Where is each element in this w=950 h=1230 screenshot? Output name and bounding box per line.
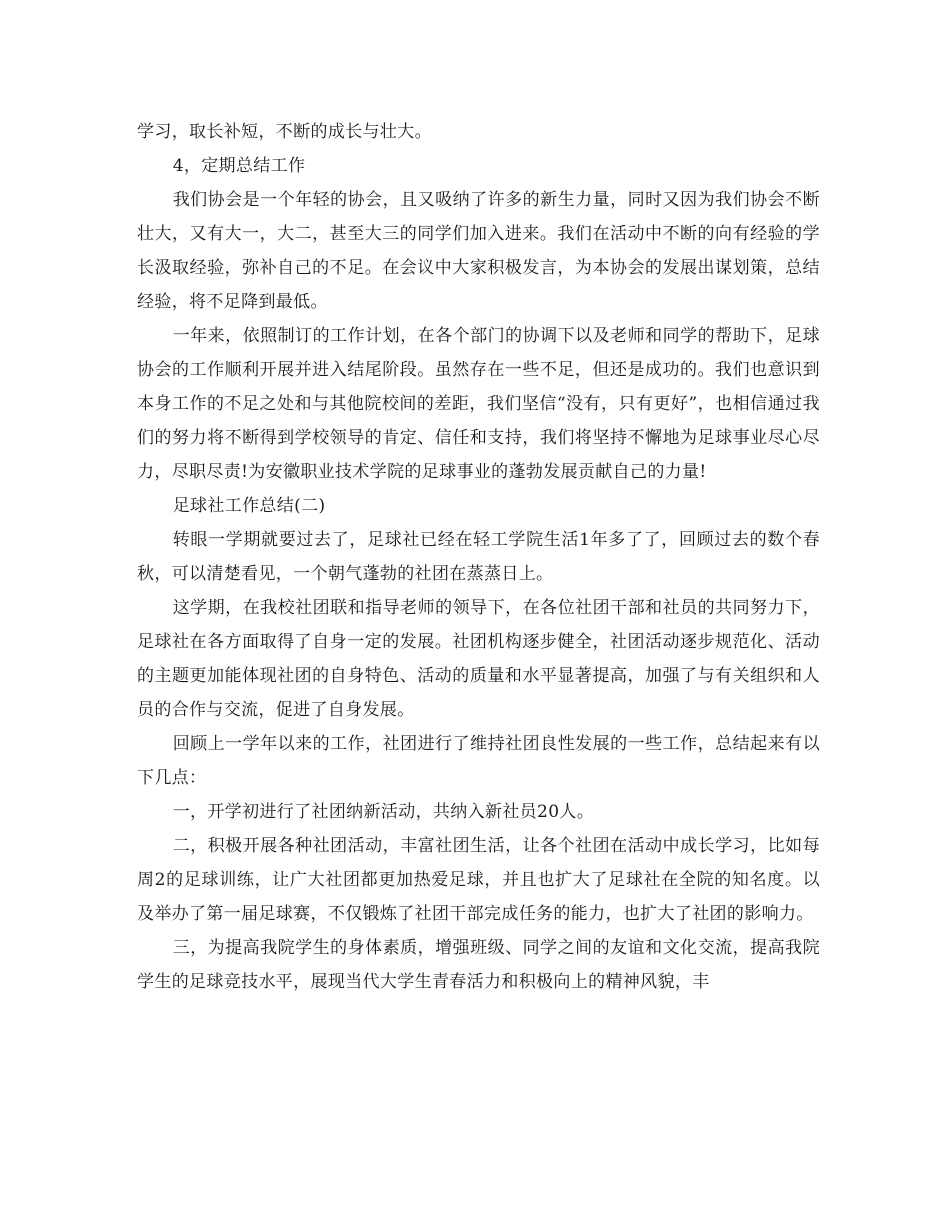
paragraph: 转眼一学期就要过去了，足球社已经在轻工学院生活1年多了了，回顾过去的数个春秋，可以清楚看见，一个朝气蓬勃的社团在蒸蒸日上。 [137,530,820,584]
paragraph: 学习，取长补短，不断的成长与壮大。 [137,122,432,142]
paragraph: 这学期，在我校社团联和指导老师的领导下，在各位社团干部和社员的共同努力下，足球社在各方面取得了自身一定的发展。社团机构逐步健全，社团活动逐步规范化、活动的主题更加能体现社团的自身特色、活动的质量和水平显著提高，加强了与有关组织和人员的合作与交流，促进了自身发展。 [137,598,820,720]
paragraph: 回顾上一学年以来的工作，社团进行了维持社团良性发展的一些工作，总结起来有以下几点： [137,734,820,788]
paragraph: 我们协会是一个年轻的协会，且又吸纳了许多的新生力量，同时又因为我们协会不断壮大，又有大一，大二，甚至大三的同学们加入进来。我们在活动中不断的向有经验的学长汲取经验，弥补自己的不足。在会议中大家积极发言，为本协会的发展出谋划策，总结经验，将不足降到最低。 [137,190,820,312]
paragraph: 一年来，依照制订的工作计划，在各个部门的协调下以及老师和同学的帮助下，足球协会的工作顺利开展并进入结尾阶段。虽然存在一些不足，但还是成功的。我们也意识到本身工作的不足之处和与其他院校间的差距，我们坚信“没有，只有更好”，也相信通过我们的努力将不断得到学校领导的肯定、信任和支持，我们将坚持不懈地为足球事业尽心尽力，尽职尽责!为安徽职业技术学院的足球事业的蓬勃发展贡献自己的力量! [137,326,820,482]
section-title-part-two: 足球社工作总结(二) [172,496,326,516]
section-heading-regular-summary: 4，定期总结工作 [172,156,306,176]
list-item-three: 三，为提高我院学生的身体素质，增强班级、同学之间的友谊和文化交流，提高我院学生的足球竞技水平，展现当代大学生青春活力和积极向上的精神风貌，丰 [137,938,820,992]
list-item-one: 一，开学初进行了社团纳新活动，共纳入新社员20人。 [172,802,595,822]
document-body [137,115,820,999]
list-item-two: 二，积极开展各种社团活动，丰富社团生活，让各个社团在活动中成长学习，比如每周2的足球训练，让广大社团都更加热爱足球，并且也扩大了足球社在全院的知名度。以及举办了第一届足球赛，不仅锻炼了社团干部完成任务的能力，也扩大了社团的影响力。 [137,836,820,924]
